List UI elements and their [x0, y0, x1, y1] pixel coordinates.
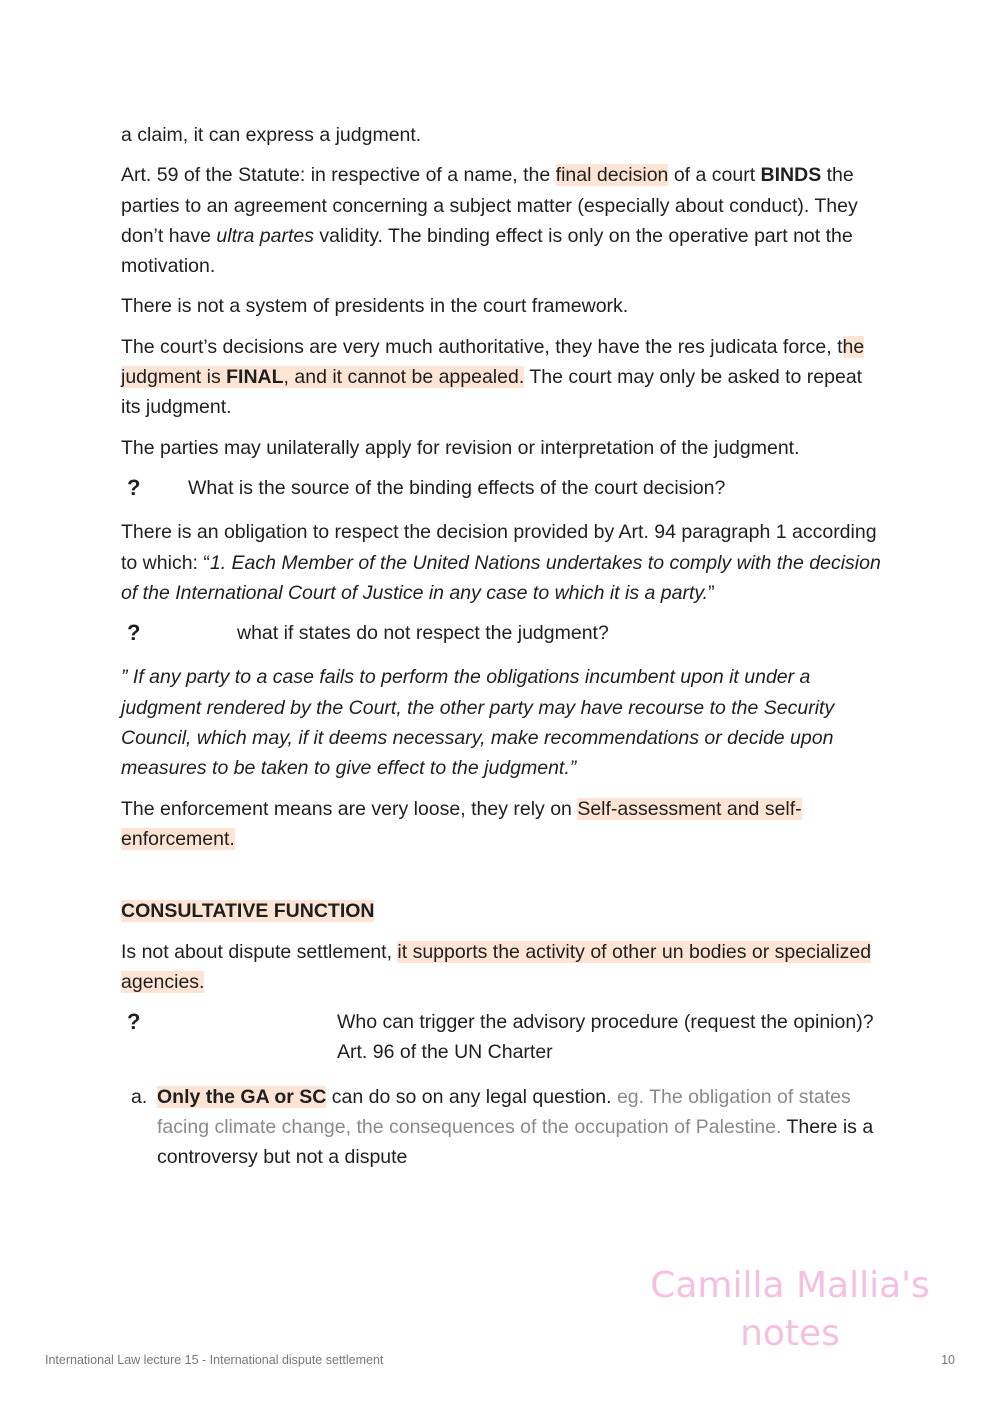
text-span: can do so on any legal question.: [326, 1085, 617, 1108]
paragraph-art94: [121, 517, 881, 608]
heading-text: CONSULTATIVE FUNCTION: [121, 900, 375, 923]
text-span: validity. The binding effect is only on the operative part not the motivation.: [121, 224, 853, 278]
paragraph-quote-security-council: ” If any party to a case fails to perform the obligations incumbent upon it under a judgment rendered by the Court, the other party may have recourse to the Security Council, which may, if it deems necessary, make recommendations or decide upon measures to be taken to give effect to the judgment.”: [121, 666, 835, 780]
text-span: Is not about dispute settlement,: [121, 940, 398, 963]
paragraph-claim: a claim, it can express a judgment.: [121, 124, 422, 146]
question-callout-respect: ? what if states do not respect the judgment?: [121, 618, 881, 648]
paragraph-enforcement: [121, 794, 881, 855]
text-span: ”: [708, 581, 715, 604]
text-span: of a court: [668, 164, 761, 187]
question-callout-source: ? What is the source of the binding effects of the court decision?: [121, 473, 881, 503]
italic-ultra-partes: ultra partes: [216, 224, 314, 247]
paragraph-art59: [121, 160, 881, 281]
list-number: a.: [131, 1085, 148, 1108]
bold-binds: BINDS: [760, 164, 822, 187]
footer-title: International Law lecture 15 - International dispute settlement: [45, 1353, 384, 1367]
highlight-final-decision: final decision: [555, 164, 669, 187]
italic-quote: 1. Each Member of the United Nations undertakes to comply with the decision of the International Court of Justice in any case to which it is a party.: [121, 551, 881, 604]
highlight-self-enforcement: Self-assessment and self-enforcement.: [121, 797, 802, 850]
paragraph-authoritative: [121, 332, 881, 423]
text-span: The court may only be asked to repeat its judgment.: [121, 366, 863, 419]
text-span: The court’s decisions are very much authoritative, they have the res judicata force, t: [121, 335, 843, 358]
example-text: eg. The obligation of states facing climate change, the consequences of the occupation of Palestine.: [157, 1085, 851, 1139]
highlight-supports-activity: it supports the activity of other un bodies or specialized agencies.: [121, 940, 872, 993]
list-item-a: [131, 1082, 881, 1173]
paragraph-revision: The parties may unilaterally apply for revision or interpretation of the judgment.: [121, 436, 800, 459]
page-number: 10: [941, 1353, 955, 1367]
question-text: Who can trigger the advisory procedure (request the opinion)? Art. 96 of the UN Charter: [337, 1011, 874, 1064]
page-content: [121, 120, 881, 1173]
list-text: [157, 1082, 881, 1173]
bold-final: FINAL: [226, 366, 284, 389]
question-text: What is the source of the binding effects of the court decision?: [188, 476, 726, 499]
text-span: the parties to an agreement concerning a subject matter (especially about conduct). They don’t have: [121, 164, 858, 247]
text-span: , and it cannot be appealed.: [283, 366, 525, 389]
watermark: Camilla Mallia's notes: [650, 1265, 930, 1354]
text-span: he judgment is: [121, 335, 865, 389]
text-span: There is an obligation to respect the decision provided by Art. 94 paragraph 1 according to which: “: [121, 521, 877, 574]
section-heading: [121, 896, 881, 926]
highlight-ga-sc: Only the GA or SC: [157, 1085, 327, 1108]
paragraph-presidents: There is not a system of presidents in the court framework.: [121, 295, 629, 318]
question-text: what if states do not respect the judgment?: [237, 622, 609, 645]
text-span: There is a controversy but not a dispute: [157, 1116, 874, 1169]
text-span: Art. 59 of the Statute: in respective of a name, the: [121, 164, 556, 187]
text-span: The enforcement means are very loose, they rely on: [121, 797, 578, 820]
paragraph-consultative: [121, 937, 881, 998]
question-callout-advisory: ? Who can trigger the advisory procedure (request the opinion)? Art. 96 of the UN Charter: [121, 1007, 881, 1068]
